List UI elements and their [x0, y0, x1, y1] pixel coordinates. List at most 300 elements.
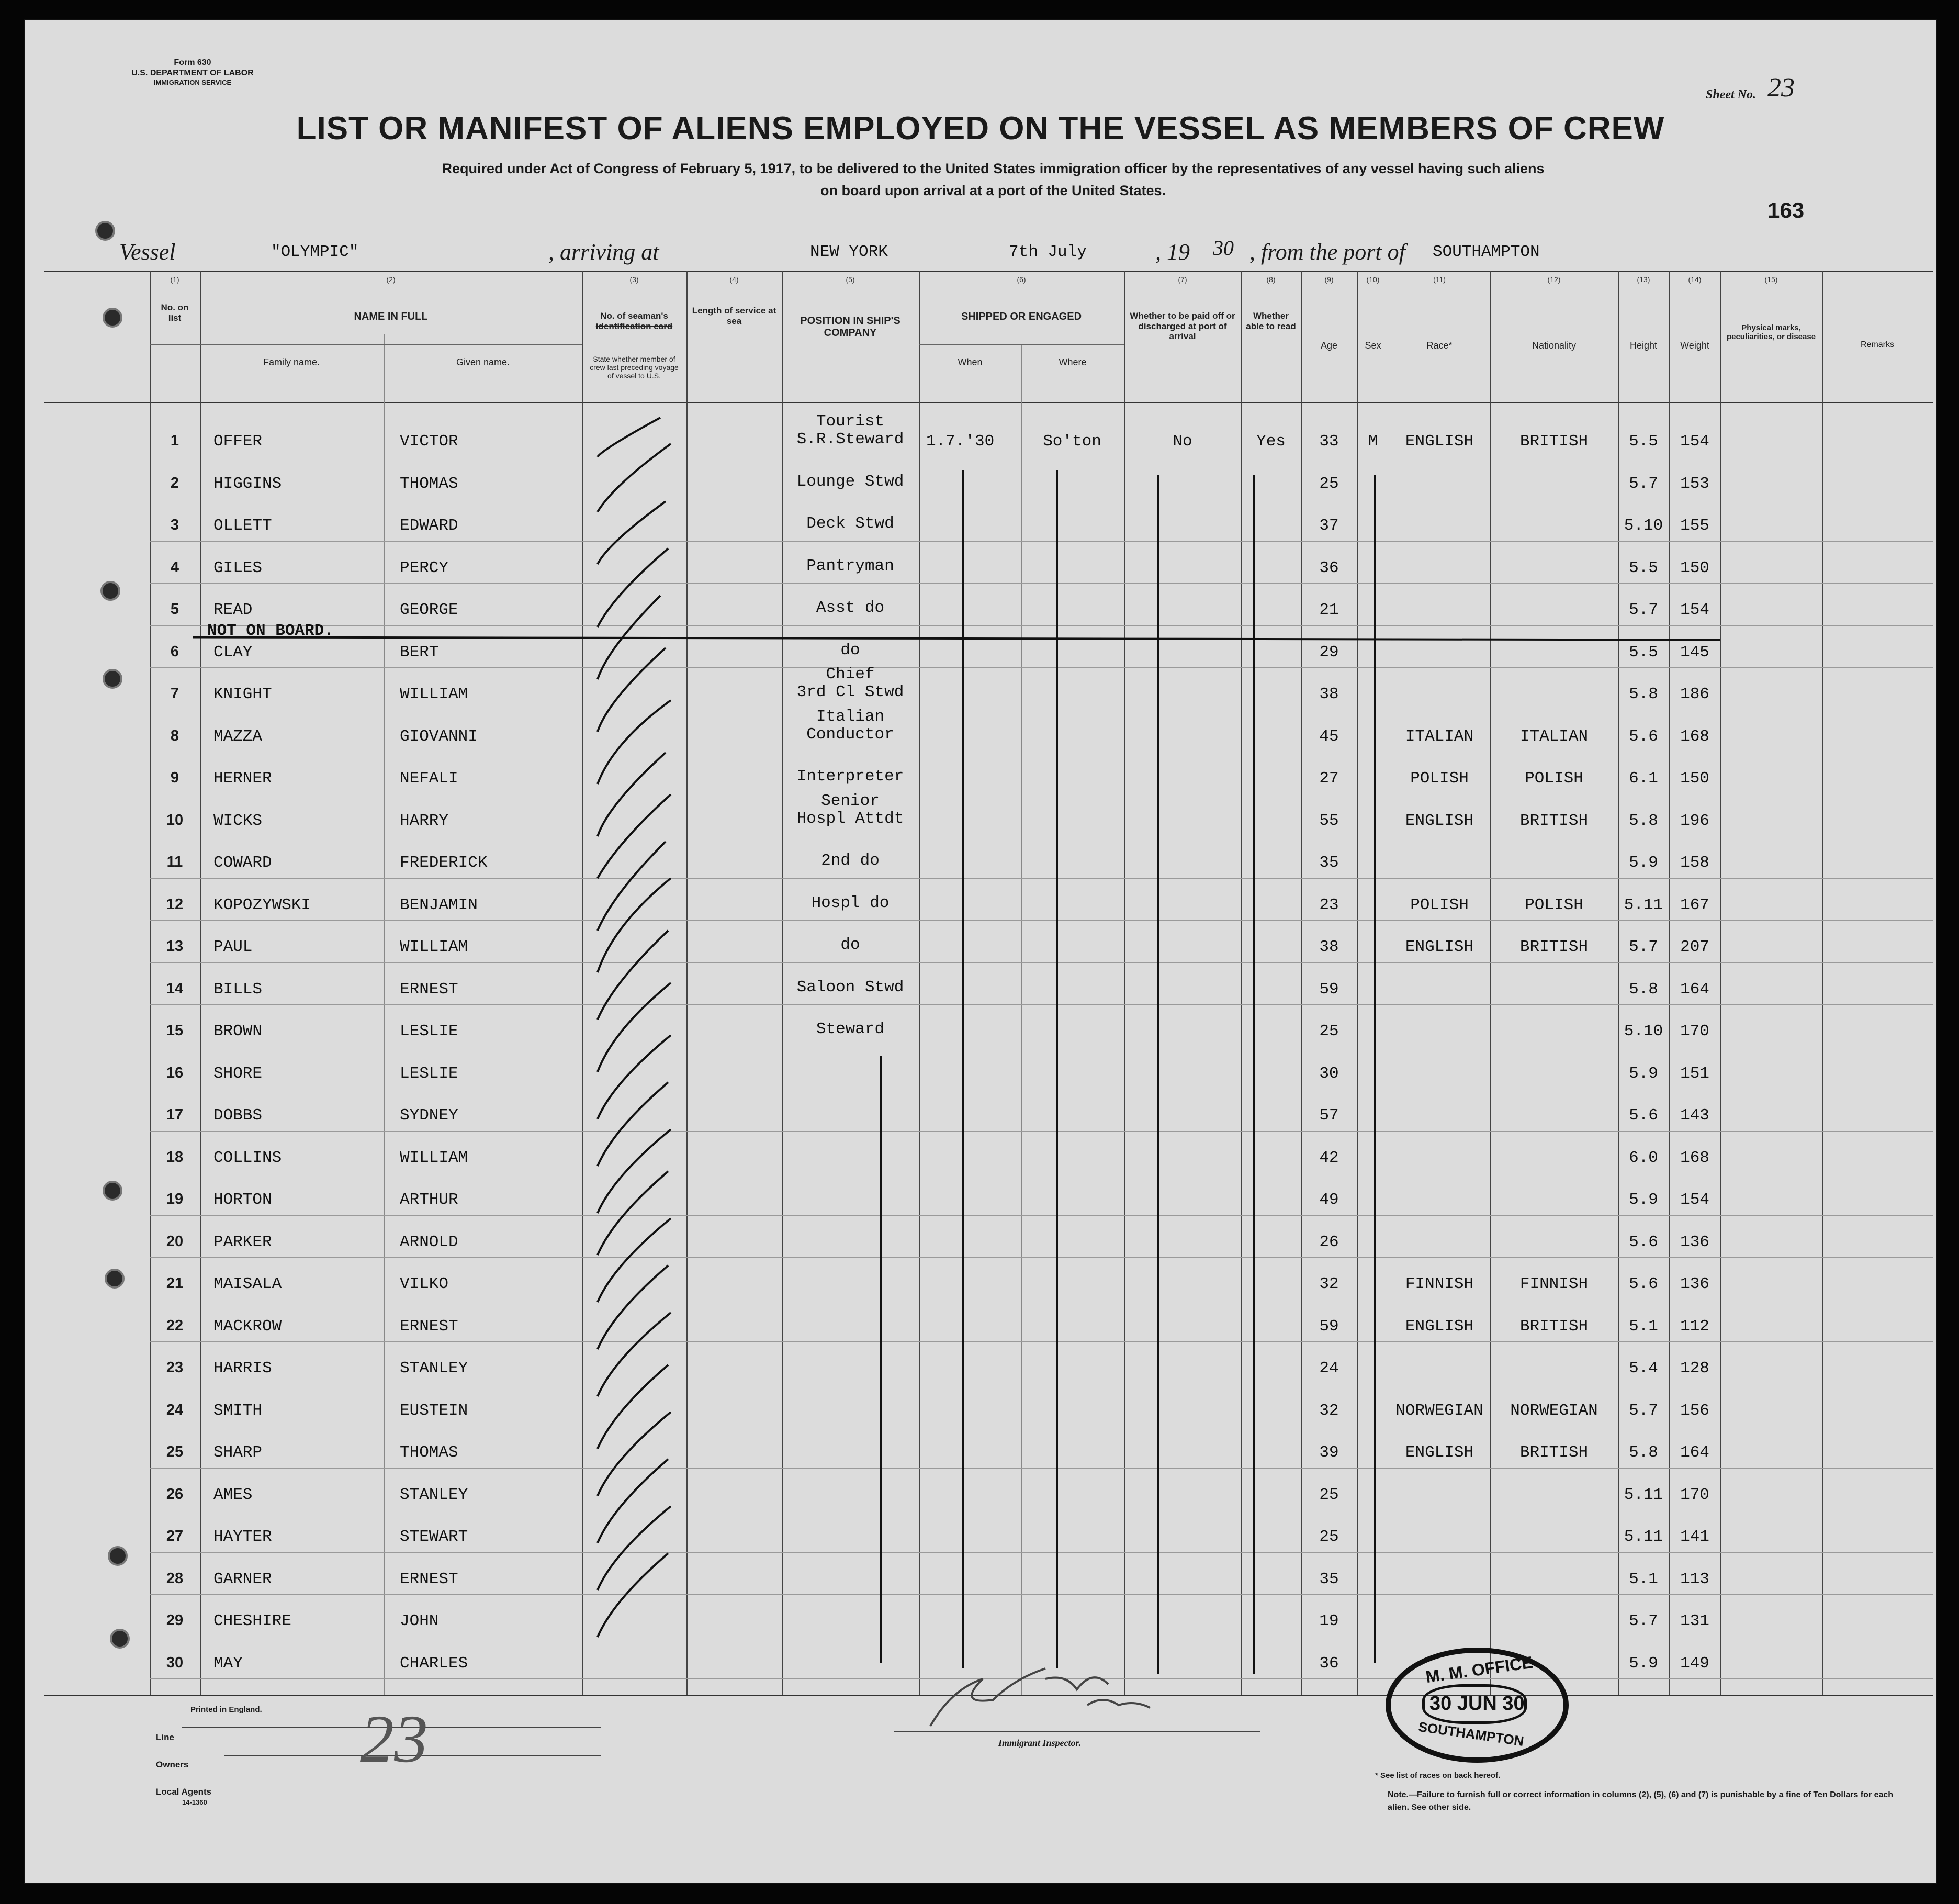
cell-given: EDWARD: [400, 517, 458, 535]
cell-weight: 154: [1680, 601, 1709, 619]
cell-position-line2: Saloon Stwd: [796, 978, 904, 996]
cell-race: ENGLISH: [1405, 938, 1474, 956]
cell-age: 38: [1319, 685, 1339, 703]
cell-no: 19: [166, 1191, 184, 1207]
cell-no: 16: [166, 1064, 184, 1081]
cell-race: FINNISH: [1405, 1275, 1474, 1293]
cell-position-line2: Pantryman: [806, 556, 894, 575]
row-rule: [150, 583, 1933, 584]
cell-family: CLAY: [213, 643, 253, 662]
row-rule: [150, 1552, 1933, 1553]
cell-family: HERNER: [213, 769, 272, 788]
cell-given: SYDNEY: [400, 1106, 458, 1125]
cell-position-line2: Hospl do: [811, 893, 890, 912]
cell-no: 26: [166, 1485, 184, 1503]
cell-given: BENJAMIN: [400, 895, 478, 914]
cell-height: 5.11: [1624, 895, 1663, 914]
cell-nat: BRITISH: [1519, 432, 1589, 451]
cell-weight: 167: [1680, 895, 1709, 914]
cell-age: 25: [1319, 1022, 1339, 1040]
cell-no: 24: [166, 1401, 184, 1418]
departure-port: SOUTHAMPTON: [1433, 243, 1540, 261]
cell-no: 3: [170, 517, 179, 533]
col-header-read: Whether able to read: [1246, 311, 1296, 331]
row-rule: [150, 878, 1933, 879]
cell-given: HARRY: [400, 811, 449, 830]
row-rule: [150, 962, 1933, 963]
cell-weight: 143: [1680, 1106, 1709, 1125]
subtitle-line-2: on board upon arrival at a port of the United States.: [820, 182, 1166, 198]
binder-hole: [108, 1546, 128, 1566]
col-num-8: (8): [1266, 275, 1276, 284]
cell-given: VICTOR: [400, 432, 458, 451]
cell-family: PAUL: [213, 938, 253, 956]
cell-weight: 153: [1680, 474, 1709, 493]
cell-position-line2: do: [840, 936, 860, 954]
printed-in: Printed in England.: [190, 1705, 262, 1714]
cell-height: 5.8: [1629, 1443, 1658, 1462]
col-num-4: (4): [729, 275, 739, 284]
cell-nat: BRITISH: [1519, 1317, 1589, 1336]
cell-family: HORTON: [213, 1191, 272, 1209]
check-marks: [582, 407, 686, 1674]
cell-height: 5.10: [1624, 517, 1663, 535]
cell-position-line1: Italian: [816, 707, 885, 726]
fine-note: Note.—Failure to furnish full or correct information in columns (2), (5), (6) and (7) is punishable by a fine of Ten Dollars for each alien. See other side.: [1388, 1790, 1894, 1812]
cell-family: CHESHIRE: [213, 1612, 291, 1630]
shipped-subrule: [919, 344, 1124, 345]
service: IMMIGRATION SERVICE: [153, 79, 232, 86]
cell-age: 24: [1319, 1359, 1339, 1377]
row-rule: [150, 1468, 1933, 1469]
col-num-1: (1): [170, 275, 179, 284]
row-rule: [150, 1594, 1933, 1595]
cell-given: BERT: [400, 643, 439, 662]
cell-given: VILKO: [400, 1275, 449, 1293]
cell-race: NORWEGIAN: [1395, 1401, 1483, 1420]
cell-family: MACKROW: [213, 1317, 282, 1336]
cell-race: ITALIAN: [1405, 727, 1474, 746]
cell-age: 32: [1319, 1401, 1339, 1420]
cell-given: ERNEST: [400, 1317, 458, 1336]
footer-form-code: 14-1360: [182, 1798, 207, 1806]
binder-hole: [103, 669, 122, 689]
cell-age: 25: [1319, 1485, 1339, 1504]
col-header-id-card: No. of seaman's identification card: [595, 311, 673, 331]
cell-position-line2: 2nd do: [821, 852, 880, 870]
col-header-height: Height: [1629, 340, 1658, 351]
cell-position-line2: Asst do: [816, 599, 885, 617]
cell-family: MAY: [213, 1654, 243, 1673]
cell-age: 32: [1319, 1275, 1339, 1293]
col-header-given: Given name.: [456, 357, 510, 367]
cell-height: 5.7: [1629, 1612, 1658, 1630]
cell-race: ENGLISH: [1405, 1443, 1474, 1462]
col-rule: [1720, 271, 1721, 1695]
inspector-label: Immigrant Inspector.: [998, 1738, 1082, 1748]
binder-hole: [110, 1629, 130, 1649]
cell-given: WILLIAM: [400, 1148, 468, 1167]
cell-no: 25: [166, 1443, 184, 1460]
vessel-label: Vessel: [119, 239, 176, 265]
cell-age: 35: [1319, 854, 1339, 872]
page-title: LIST OR MANIFEST OF ALIENS EMPLOYED ON THE VESSEL AS MEMBERS OF CREW: [296, 110, 1665, 147]
cell-age: 57: [1319, 1106, 1339, 1125]
cell-age: 36: [1319, 558, 1339, 577]
cell-height: 5.6: [1629, 727, 1658, 746]
from-label: , from the port of: [1249, 239, 1405, 265]
cell-no: 9: [170, 769, 179, 786]
cell-position-line2: Lounge Stwd: [796, 472, 904, 491]
cell-position-line2: 3rd Cl Stwd: [796, 683, 904, 701]
cell-weight: 150: [1680, 558, 1709, 577]
cell-height: 5.9: [1629, 1654, 1658, 1673]
cell-age: 45: [1319, 727, 1339, 746]
col-num-6: (6): [1017, 275, 1026, 284]
mm-office-stamp: [1386, 1648, 1569, 1763]
cell-age: 37: [1319, 517, 1339, 535]
cell-nat: BRITISH: [1519, 938, 1589, 956]
cell-height: 5.1: [1629, 1570, 1658, 1588]
page-number: 163: [1767, 198, 1805, 222]
col-header-position: POSITION IN SHIP'S COMPANY: [800, 315, 900, 339]
cell-family: DOBBS: [213, 1106, 263, 1125]
cell-height: 6.0: [1629, 1148, 1658, 1167]
ditto-line-position: [880, 1056, 882, 1663]
col-header-age: Age: [1320, 340, 1338, 351]
cell-no: 17: [166, 1106, 184, 1123]
cell-weight: 168: [1680, 727, 1709, 746]
row-rule: [150, 625, 1933, 626]
form-number: Form 630: [174, 58, 211, 67]
cell-position-line1: Senior: [821, 791, 880, 810]
cell-age: 25: [1319, 1528, 1339, 1546]
cell-weight: 145: [1680, 643, 1709, 662]
cell-position-line2: Deck Stwd: [806, 514, 894, 533]
cell-nat: NORWEGIAN: [1510, 1401, 1598, 1420]
cell-no: 27: [166, 1528, 184, 1544]
binder-hole: [105, 1269, 125, 1289]
col-header-nationality: Nationality: [1532, 340, 1577, 351]
row-rule: [150, 667, 1933, 668]
cell-no: 8: [170, 727, 179, 744]
cell-weight: 149: [1680, 1654, 1709, 1673]
col-rule: [1490, 271, 1491, 1695]
header-bottom-rule: [44, 402, 1933, 403]
col-num-2: (2): [386, 275, 396, 284]
cell-weight: 196: [1680, 811, 1709, 830]
col-num-3: (3): [629, 275, 639, 284]
cell-weight: 150: [1680, 769, 1709, 788]
col-header-race: Race*: [1426, 340, 1453, 351]
cell-height: 5.11: [1624, 1528, 1663, 1546]
cell-no: 6: [170, 643, 179, 660]
cell-no: 4: [170, 558, 179, 576]
table-top-rule: [44, 271, 1933, 272]
col-rule: [1021, 344, 1022, 1695]
col-num-9: (9): [1324, 275, 1334, 284]
cell-no: 12: [166, 895, 184, 913]
col-rule: [1241, 271, 1242, 1695]
cell-height: 5.6: [1629, 1233, 1658, 1251]
cell-given: WILLIAM: [400, 685, 468, 703]
col-num-10: (10): [1366, 275, 1380, 284]
cell-family: GILES: [213, 558, 263, 577]
year-prefix: , 19: [1155, 239, 1190, 265]
cell-age: 33: [1319, 432, 1339, 451]
cell-weight: 164: [1680, 980, 1709, 999]
col-num-15: (15): [1764, 275, 1778, 284]
cell-no: 28: [166, 1570, 184, 1587]
cell-given: FREDERICK: [400, 854, 488, 872]
arrival-date: 7th July: [1009, 243, 1087, 261]
ditto-line-sex: [1374, 475, 1376, 1663]
sheet-label: Sheet No.: [1706, 88, 1756, 102]
col-rule: [1124, 271, 1125, 1695]
col-header-id-note: State whether member of crew last preceding voyage of vessel to U.S.: [590, 355, 679, 380]
cell-position-line2: S.R.Steward: [796, 430, 904, 449]
cell-height: 5.9: [1629, 1191, 1658, 1209]
cell-position-line2: do: [840, 641, 860, 659]
cell-no: 18: [166, 1148, 184, 1166]
cell-weight: 136: [1680, 1233, 1709, 1251]
cell-family: HAYTER: [213, 1528, 272, 1546]
stamp-top-text: M. M. OFFICE: [1424, 1652, 1534, 1687]
cell-age: 30: [1319, 1064, 1339, 1083]
inspector-signature: [909, 1648, 1161, 1737]
cell-age: 36: [1319, 1654, 1339, 1673]
cell-family: SHORE: [213, 1064, 263, 1083]
cell-no: 14: [166, 980, 184, 997]
cell-given: STANLEY: [400, 1485, 468, 1504]
cell-height: 5.8: [1629, 685, 1658, 703]
cell-family: HIGGINS: [213, 474, 282, 493]
cell-age: 49: [1319, 1191, 1339, 1209]
name-subrule: [150, 344, 582, 345]
cell-weight: 168: [1680, 1148, 1709, 1167]
col-rule: [384, 334, 385, 1695]
cell-position-line1: Chief: [826, 665, 875, 684]
cell-height: 5.4: [1629, 1359, 1658, 1377]
cell-given: LESLIE: [400, 1064, 458, 1083]
subtitle: [234, 158, 1752, 202]
arriving-label: , arriving at: [548, 239, 659, 265]
cell-given: STANLEY: [400, 1359, 468, 1377]
cell-no: 30: [166, 1654, 184, 1671]
cell-position-line2: Steward: [816, 1020, 885, 1038]
col-num-12: (12): [1547, 275, 1561, 284]
cell-age: 38: [1319, 938, 1339, 956]
ditto-line-when: [962, 470, 964, 1668]
cell-weight: 154: [1680, 432, 1709, 451]
handwritten-number: 23: [360, 1701, 428, 1777]
cell-weight: 207: [1680, 938, 1709, 956]
cell-given: THOMAS: [400, 1443, 458, 1462]
cell-no: 15: [166, 1022, 184, 1039]
cell-weight: 136: [1680, 1275, 1709, 1293]
cell-weight: 154: [1680, 1191, 1709, 1209]
cell-height: 5.7: [1629, 938, 1658, 956]
cell-given: ERNEST: [400, 1570, 458, 1588]
cell-race: POLISH: [1410, 895, 1469, 914]
cell-height: 5.10: [1624, 1022, 1663, 1040]
cell-race: ENGLISH: [1405, 1317, 1474, 1336]
row-rule: [150, 1215, 1933, 1216]
cell-height: 5.7: [1629, 1401, 1658, 1420]
cell-family: MAZZA: [213, 727, 263, 746]
cell-given: WILLIAM: [400, 938, 468, 956]
cell-given: THOMAS: [400, 474, 458, 493]
cell-position-line1: Tourist: [816, 412, 885, 431]
col-header-remarks: Remarks: [1860, 340, 1894, 349]
cell-height: 5.7: [1629, 601, 1658, 619]
cell-height: 6.1: [1629, 769, 1658, 788]
cell-given: STEWART: [400, 1528, 468, 1546]
cell-sex: M: [1368, 432, 1378, 451]
cell-family: READ: [213, 601, 253, 619]
cell-given: LESLIE: [400, 1022, 458, 1040]
cell-weight: 156: [1680, 1401, 1709, 1420]
cell-height: 5.5: [1629, 558, 1658, 577]
year: 30: [1213, 236, 1234, 260]
cell-when: 1.7.'30: [926, 432, 995, 451]
cell-nat: BRITISH: [1519, 1443, 1589, 1462]
sheet-number: 23: [1767, 73, 1795, 103]
cell-family: MAISALA: [213, 1275, 282, 1293]
cell-no: 2: [170, 474, 179, 491]
col-header-sex: Sex: [1365, 340, 1381, 351]
cell-age: 42: [1319, 1148, 1339, 1167]
cell-given: PERCY: [400, 558, 449, 577]
strike-line: [193, 636, 1720, 641]
footer-owners-label: Owners: [156, 1760, 189, 1769]
ditto-line-paid: [1157, 475, 1159, 1674]
col-header-name: NAME IN FULL: [354, 311, 428, 322]
col-num-13: (13): [1637, 275, 1650, 284]
cell-family: HARRIS: [213, 1359, 272, 1377]
col-header-when: When: [958, 357, 983, 367]
cell-race: ENGLISH: [1405, 432, 1474, 451]
cell-nat: POLISH: [1525, 769, 1583, 788]
cell-no: 11: [166, 854, 183, 870]
col-num-7: (7): [1178, 275, 1187, 284]
cell-nat: POLISH: [1525, 895, 1583, 914]
footer-agents-label: Local Agents: [156, 1787, 212, 1797]
cell-height: 5.5: [1629, 432, 1658, 451]
col-header-shipped: SHIPPED OR ENGAGED: [961, 311, 1082, 322]
cell-height: 5.6: [1629, 1275, 1658, 1293]
cell-age: 25: [1319, 474, 1339, 493]
cell-family: SHARP: [213, 1443, 263, 1462]
cell-weight: 141: [1680, 1528, 1709, 1546]
cell-given: JOHN: [400, 1612, 439, 1630]
ditto-line-where: [1056, 470, 1058, 1668]
cell-weight: 151: [1680, 1064, 1709, 1083]
cell-height: 5.11: [1624, 1485, 1663, 1504]
cell-given: ERNEST: [400, 980, 458, 999]
cell-height: 5.6: [1629, 1106, 1658, 1125]
vessel-name: "OLYMPIC": [271, 243, 359, 261]
cell-no: 21: [166, 1275, 184, 1292]
col-rule: [200, 271, 201, 1695]
col-rule: [1822, 271, 1823, 1695]
cell-nat: BRITISH: [1519, 811, 1589, 830]
binder-hole: [100, 581, 120, 601]
cell-no: 1: [170, 432, 179, 449]
cell-given: NEFALI: [400, 769, 458, 788]
cell-family: BILLS: [213, 980, 263, 999]
cell-position-line2: Hospl Attdt: [796, 809, 904, 828]
manifest-sheet: [24, 19, 1937, 1884]
row-rule: [150, 1004, 1933, 1005]
cell-no: 22: [166, 1317, 184, 1334]
cell-no: 20: [166, 1233, 184, 1250]
cell-no: 5: [170, 601, 179, 618]
row-rule: [150, 1257, 1933, 1258]
stamp-bottom-text: SOUTHAMPTON: [1417, 1719, 1525, 1749]
cell-age: 27: [1319, 769, 1339, 788]
stamp-date: 30 JUN 30: [1429, 1693, 1525, 1715]
cell-weight: 128: [1680, 1359, 1709, 1377]
cell-family: SMITH: [213, 1401, 263, 1420]
row-rule: [150, 1341, 1933, 1342]
cell-given: GIOVANNI: [400, 727, 478, 746]
footer-line-label: Line: [156, 1732, 174, 1742]
cell-nat: ITALIAN: [1519, 727, 1589, 746]
not-on-board-note: NOT ON BOARD.: [207, 622, 334, 640]
cell-age: 29: [1319, 643, 1339, 662]
cell-given: ARTHUR: [400, 1191, 458, 1209]
cell-age: 35: [1319, 1570, 1339, 1588]
cell-height: 5.8: [1629, 980, 1658, 999]
col-header-no: No. on list: [161, 303, 189, 323]
col-rule: [919, 271, 920, 1695]
cell-position-line2: Interpreter: [796, 767, 904, 786]
cell-family: KNIGHT: [213, 685, 272, 703]
col-header-weight: Weight: [1680, 340, 1709, 351]
cell-weight: 131: [1680, 1612, 1709, 1630]
cell-age: 59: [1319, 980, 1339, 999]
cell-no: 29: [166, 1612, 184, 1629]
cell-no: 7: [170, 685, 179, 702]
cell-family: WICKS: [213, 811, 263, 830]
cell-height: 5.5: [1629, 643, 1658, 662]
cell-height: 5.7: [1629, 474, 1658, 493]
cell-height: 5.9: [1629, 1064, 1658, 1083]
cell-read: Yes: [1256, 432, 1286, 451]
cell-family: COWARD: [213, 854, 272, 872]
cell-weight: 170: [1680, 1485, 1709, 1504]
cell-age: 26: [1319, 1233, 1339, 1251]
arrival-port: NEW YORK: [810, 243, 888, 261]
cell-given: GEORGE: [400, 601, 458, 619]
col-header-physical: Physical marks, peculiarities, or disease: [1726, 323, 1816, 342]
row-rule: [150, 920, 1933, 921]
cell-weight: 158: [1680, 854, 1709, 872]
cell-age: 21: [1319, 601, 1339, 619]
cell-age: 55: [1319, 811, 1339, 830]
department: U.S. DEPARTMENT OF LABOR: [131, 69, 254, 77]
row-rule: [150, 1131, 1933, 1132]
cell-weight: 112: [1680, 1317, 1709, 1336]
cell-family: OLLETT: [213, 517, 272, 535]
cell-family: GARNER: [213, 1570, 272, 1588]
binder-hole: [103, 1181, 122, 1201]
col-num-5: (5): [846, 275, 855, 284]
cell-weight: 186: [1680, 685, 1709, 703]
cell-given: EUSTEIN: [400, 1401, 468, 1420]
cell-given: CHARLES: [400, 1654, 468, 1673]
